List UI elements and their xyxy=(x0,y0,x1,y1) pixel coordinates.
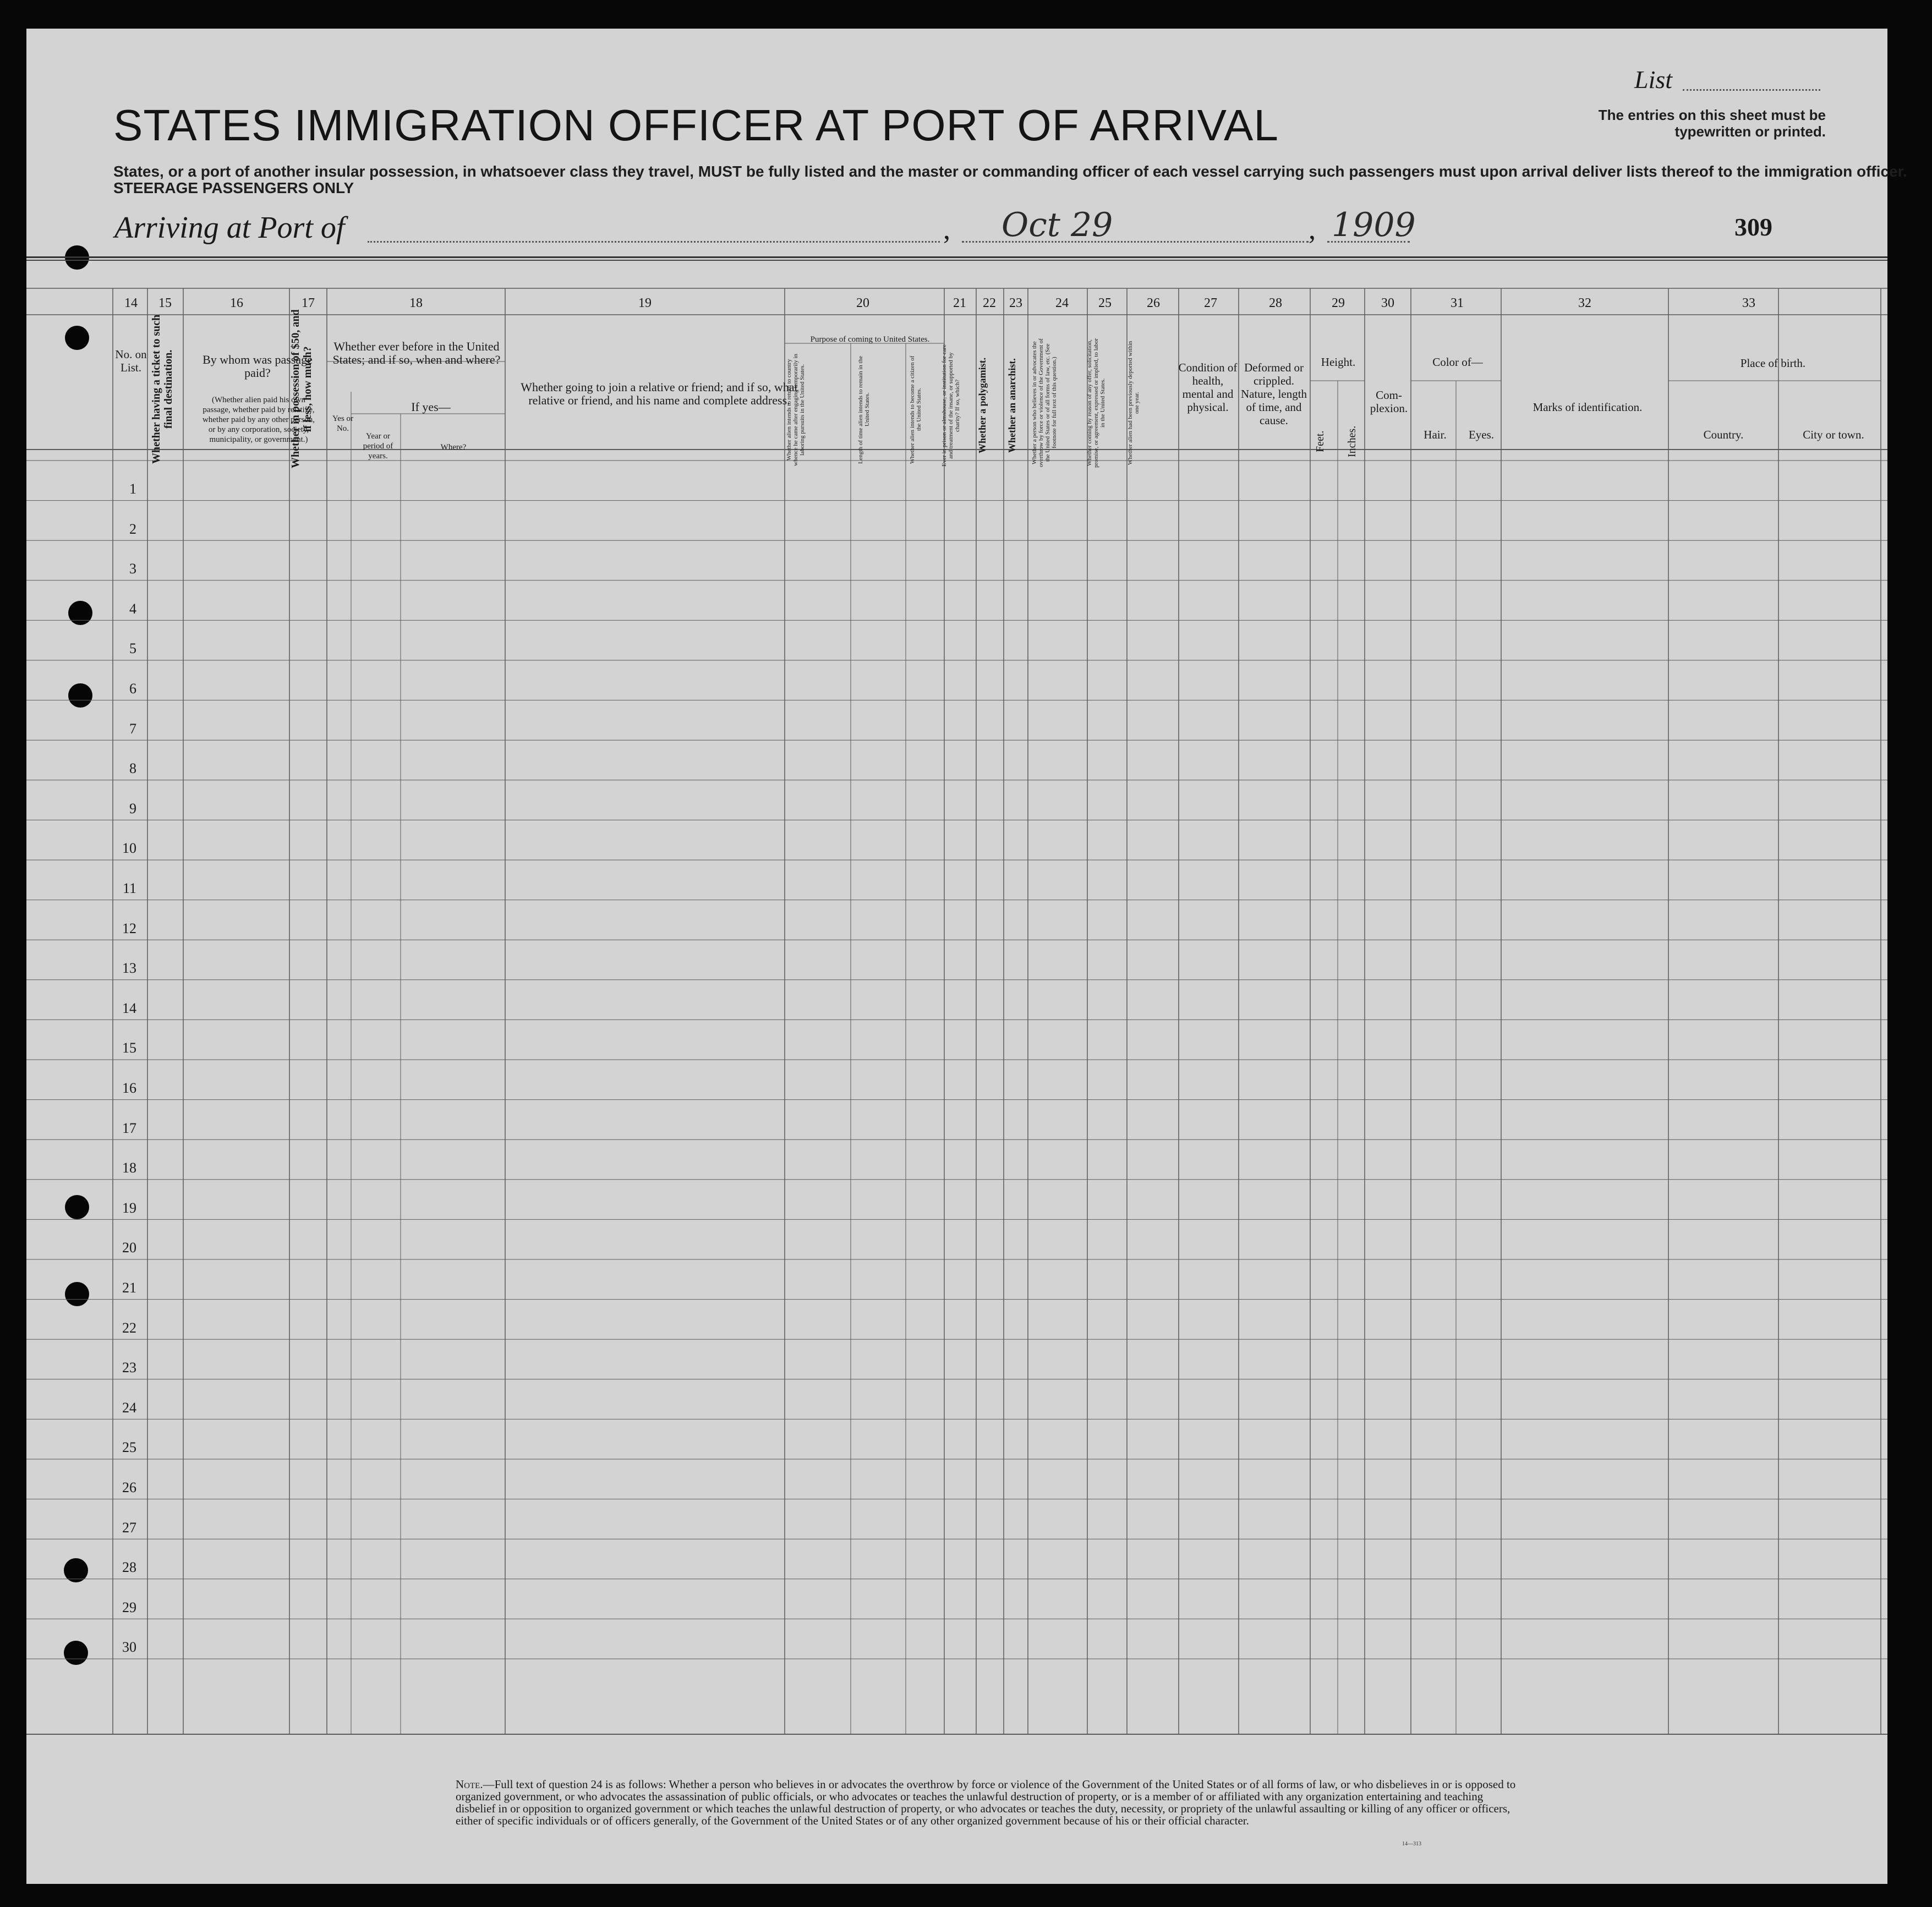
row-number: 24 xyxy=(122,1399,136,1416)
row-number: 29 xyxy=(122,1599,136,1615)
column-number: 28 xyxy=(1269,296,1282,310)
column-number: 19 xyxy=(638,296,652,310)
row-number: 13 xyxy=(122,960,136,977)
col22-header: Whether a polygamist. xyxy=(977,357,988,454)
col31-hair: Hair. xyxy=(1424,428,1447,441)
row-number: 11 xyxy=(122,880,136,896)
row-number: 10 xyxy=(122,840,136,857)
col26-header: Whether alien had been previously deported within one year. xyxy=(1127,341,1140,465)
row-number: 4 xyxy=(129,600,136,617)
row-number: 27 xyxy=(122,1519,136,1536)
row-number: 8 xyxy=(129,760,136,777)
column-number: 33 xyxy=(1742,296,1755,310)
column-number: 29 xyxy=(1332,296,1345,310)
row-number: 19 xyxy=(122,1199,136,1216)
col15-header: Whether having a ticket to such final destination. xyxy=(150,314,174,464)
row-number: 12 xyxy=(122,920,136,936)
col33-country: Country. xyxy=(1703,428,1744,441)
col20b-header: Length of time alien intends to remain in the United States. xyxy=(857,355,871,464)
col18-yesno: Yes or No. xyxy=(332,414,354,433)
column-number: 18 xyxy=(409,296,423,310)
sheet-instructions: The entries on this sheet must be typewritten or printed. xyxy=(1598,107,1826,140)
col14-header: No. on List. xyxy=(115,348,147,374)
col23-header: Whether an anarchist. xyxy=(1006,358,1017,453)
row-number: 20 xyxy=(122,1240,136,1256)
row-number: 5 xyxy=(129,640,136,657)
col17-header: Whether in possession of $50, and if less, how much? xyxy=(289,309,314,469)
col16-note: (Whether alien paid his own passage, whether paid by relative, whether paid by any other person, or by any corporation, society, municipality, or government.) xyxy=(202,396,315,444)
row-number: 30 xyxy=(122,1639,136,1656)
passenger-class: STEERAGE PASSENGERS ONLY xyxy=(113,179,354,196)
footnote-lead: Note. xyxy=(456,1778,483,1791)
footnote-text: —Full text of question 24 is as follows: Whether a person who believes in or advocates the overthrow by force or violence of the Government of the United States or of all forms of law, or who disbelieves in or is opposed to organized government, or who advocates the assassination of public officials, or who advocates or teaches the unlawful destruction of property, or is a member of or affiliated with any organization entertaining and teaching disbelief in or opposition to organized government or which teaches the unlawful destruction of property, or who advocates or teaches the duty, necessity, or propriety of the unlawful assaulting or killing of any officer or officers, either of specific individuals or of officers generally, of the Government of the United States or of any other organized government because of his or their official character. xyxy=(456,1778,1516,1827)
column-number: 14 xyxy=(124,296,138,310)
column-number: 32 xyxy=(1578,296,1591,310)
col33-city: City or town. xyxy=(1803,428,1864,441)
row-number: 1 xyxy=(129,481,136,497)
column-number: 31 xyxy=(1451,296,1464,310)
row-number: 22 xyxy=(122,1319,136,1336)
col24-header: Whether a person who believes in or advocates the overthrow by force or violence of the Government of the United States or of all forms of law, etc. (See footnote for full text of this question.) xyxy=(1031,338,1058,467)
col27-header: Condition of health, mental and physical. xyxy=(1178,361,1238,414)
row-number: 16 xyxy=(122,1080,136,1096)
column-number: 17 xyxy=(302,296,315,310)
col18-ifyes: If yes— xyxy=(411,400,451,414)
handwritten-date: Oct 29 xyxy=(1001,206,1113,244)
column-number: 26 xyxy=(1147,296,1160,310)
column-number: 21 xyxy=(953,296,966,310)
col33-header: Place of birth. xyxy=(1740,357,1806,370)
column-number: 30 xyxy=(1381,296,1394,310)
column-number: 15 xyxy=(158,296,172,310)
page-title: STATES IMMIGRATION OFFICER AT PORT OF ARRIVAL xyxy=(113,101,1279,150)
column-number: 22 xyxy=(983,296,996,310)
row-number: 23 xyxy=(122,1360,136,1376)
row-number: 3 xyxy=(129,561,136,577)
row-number: 9 xyxy=(129,800,136,816)
row-number: 2 xyxy=(129,520,136,537)
row-number: 7 xyxy=(129,720,136,737)
arriving-label: Arriving at Port of xyxy=(114,211,345,245)
col18-where: Where? xyxy=(440,443,467,452)
column-number: 24 xyxy=(1055,296,1069,310)
comma: , xyxy=(943,214,950,245)
col20c-header: Whether alien intends to become a citizen of the United States. xyxy=(909,355,922,464)
col29-inches: Inches. xyxy=(1346,425,1358,457)
listing-rule-text: States, or a port of another insular possession, in whatsoever class they travel, MUST be fully listed and the master or commanding officer of each vessel carrying such passengers must upon arrival deliver lists thereof to the immigration officer. xyxy=(113,163,1907,180)
col21-header: Ever in prison or almshouse, or institution for care and treatment of the insane, or supported by charity? If so, which? xyxy=(941,344,961,467)
row-number: 14 xyxy=(122,1000,136,1016)
list-label: List xyxy=(1634,65,1673,94)
column-number: 23 xyxy=(1009,296,1022,310)
page-number: 309 xyxy=(1734,213,1772,241)
column-number: 27 xyxy=(1204,296,1217,310)
row-number: 18 xyxy=(122,1160,136,1176)
footnote xyxy=(456,1778,1523,1827)
row-number: 25 xyxy=(122,1439,136,1456)
column-number: 20 xyxy=(856,296,869,310)
column-number: 16 xyxy=(230,296,243,310)
col29-feet: Feet. xyxy=(1314,430,1326,452)
comma: , xyxy=(1309,214,1316,245)
col25-header: Whether coming by reason of any offer, solicitation, promise, or agreement, expressed or implied, to labor in the United States. xyxy=(1086,338,1106,468)
col29-header: Height. xyxy=(1321,355,1356,369)
col28-header: Deformed or crippled. Nature, length of time, and cause. xyxy=(1240,361,1307,427)
handwritten-year: 1909 xyxy=(1332,206,1416,244)
col16-header: By whom was passage paid? xyxy=(202,353,313,380)
col20a-header: Whether alien intends to return to country whence he came after engaging temporarily in laboring pursuits in the United States. xyxy=(786,353,806,466)
col18-year: Year or period of years. xyxy=(363,432,393,461)
row-number: 6 xyxy=(129,681,136,697)
form-code: 14—313 xyxy=(1402,1841,1421,1847)
row-number: 28 xyxy=(122,1559,136,1576)
row-number: 26 xyxy=(122,1479,136,1495)
col32-header: Marks of identification. xyxy=(1533,401,1643,414)
col30-header: Com-plexion. xyxy=(1370,388,1408,415)
row-number: 15 xyxy=(122,1040,136,1056)
col31-header: Color of— xyxy=(1432,355,1483,369)
col31-eyes: Eyes. xyxy=(1468,428,1495,441)
col19-header: Whether going to join a relative or friend; and if so, what relative or friend, and his name and complete address. xyxy=(521,380,798,407)
row-number: 17 xyxy=(122,1120,136,1136)
col18-header: Whether ever before in the United States; and if so, when and where? xyxy=(332,339,501,366)
col20-header: Purpose of coming to United States. xyxy=(810,335,930,344)
column-number: 25 xyxy=(1098,296,1112,310)
manifest-sheet xyxy=(26,29,1907,1884)
row-number: 21 xyxy=(122,1280,136,1296)
